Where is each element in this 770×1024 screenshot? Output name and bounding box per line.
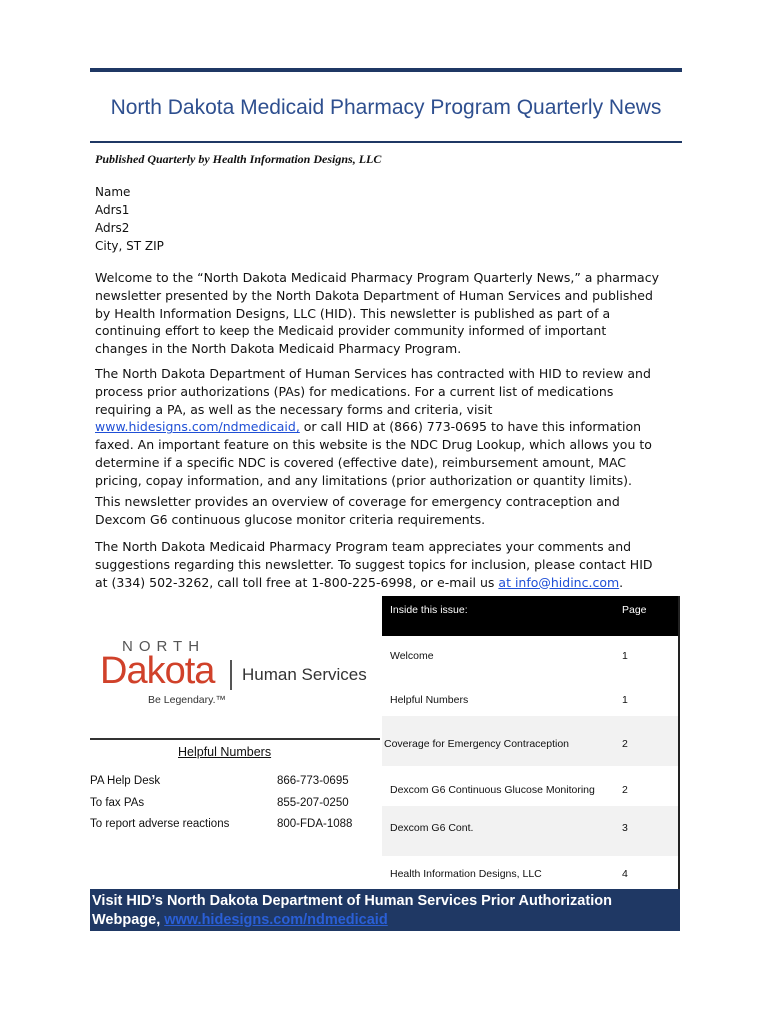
overview-paragraph: This newsletter provides an overview of coverage for emergency contraception and Dexcom G6 continuous glucose monitor criteria requirements. (95, 494, 620, 527)
toc-item-label: Coverage for Emergency Contraception (384, 738, 570, 750)
welcome-paragraph: Welcome to the “North Dakota Medicaid Pharmacy Program Quarterly News,” a pharmacy newsletter presented by the North Dakota Department of Human Services and published by Health Information Designs, LLC (HID). This newsletter is published as part of a continuing effort to keep the Medicaid provider community informed of important changes in the North Dakota Medicaid Pharmacy Program. (95, 270, 659, 357)
helpful-number-value: 866-773-0695 (277, 775, 349, 787)
banner-line-1: Visit HID’s North Dakota Department of Human Services Prior Authorization (92, 893, 612, 909)
toc-item-page: 1 (622, 650, 628, 662)
helpful-number-value: 855-207-0250 (277, 797, 349, 809)
toc-item-page: 4 (622, 868, 628, 880)
helpful-numbers-rule (90, 738, 380, 740)
helpful-number-label: PA Help Desk (90, 775, 161, 787)
feedback-paragraph (95, 538, 660, 591)
address-name: Name (95, 185, 131, 199)
helpful-numbers-title: Helpful Numbers (178, 745, 272, 759)
prior-authorization-banner (90, 889, 680, 931)
address-city: City, ST ZIP (95, 239, 164, 253)
logo-human-services: Human Services (242, 665, 367, 684)
logo-north: NORTH (122, 638, 206, 655)
helpful-number-label: To fax PAs (90, 797, 145, 809)
helpful-number-row (90, 775, 370, 787)
title-rule (90, 141, 682, 143)
banner-text (92, 892, 612, 930)
helpful-number-value: 800-FDA-1088 (277, 818, 353, 830)
feedback-text-2: . (619, 574, 624, 590)
logo-dakota: Dakota (100, 650, 215, 692)
toc-item-page: 1 (622, 694, 628, 706)
toc-item-page: 3 (622, 822, 628, 834)
email-link[interactable]: at info@hidinc.com (498, 574, 620, 590)
feedback-text-1: The North Dakota Medicaid Pharmacy Program team appreciates your comments and suggestions regarding this newsletter. To suggest topics for inclusion, please contact HID at (334) 502-3262, call toll free at 1-800-225-6998, or e-mail us (95, 539, 653, 590)
banner-link[interactable]: www.hidesigns.com/ndmedicaid (164, 912, 388, 928)
hidesigns-link[interactable]: www.hidesigns.com/ndmedicaid, (95, 419, 300, 435)
toc-header-label: Inside this issue: (390, 604, 468, 616)
contract-paragraph (95, 365, 660, 490)
toc-item-label: Helpful Numbers (390, 694, 469, 706)
toc-item (382, 766, 678, 806)
address-line-2: Adrs2 (95, 221, 130, 235)
toc-item-label: Dexcom G6 Cont. (390, 822, 474, 834)
toc-header (382, 596, 678, 636)
helpful-number-row (90, 818, 370, 830)
helpful-number-row (90, 797, 370, 809)
banner-line-2-prefix: Webpage, (92, 912, 165, 928)
toc-item (382, 716, 678, 766)
address-line-1: Adrs1 (95, 203, 130, 217)
newsletter-title: North Dakota Medicaid Pharmacy Program Quarterly News (110, 96, 662, 119)
top-rule (90, 68, 682, 72)
logo-tagline: Be Legendary.™ (148, 694, 227, 706)
toc-item-page: 2 (622, 738, 628, 750)
contract-text-2: or call HID at (866) 773-0695 to have this information faxed. An important feature on this website is the NDC Drug Lookup, which allows you to determine if a specific NDC is covered (effective date), reimbursement amount, MAC pricing, copay information, and any limitations (prior authorization or quantity limits). (95, 419, 652, 488)
toc-item-label: Dexcom G6 Continuous Glucose Monitoring (390, 784, 595, 796)
banner-line-2 (92, 911, 612, 930)
toc-item (382, 806, 678, 856)
contract-text-1: The North Dakota Department of Human Services has contracted with HID to review and process prior authorizations (PAs) for medications. For a current list of medications requiring a PA, as well as the necessary forms and criteria, visit (95, 366, 651, 417)
toc-border (678, 596, 680, 892)
toc-item-page: 2 (622, 784, 628, 796)
address-block (95, 183, 164, 255)
toc-item-label: Welcome (390, 650, 434, 662)
helpful-number-label: To report adverse reactions (90, 818, 230, 830)
inside-this-issue-table (382, 596, 682, 892)
toc-item (382, 636, 678, 681)
logo-divider (230, 660, 232, 690)
toc-item (382, 681, 678, 716)
toc-header-page: Page (622, 604, 647, 616)
toc-item-label: Health Information Designs, LLC (390, 868, 542, 880)
newsletter-subtitle: Published Quarterly by Health Information Designs, LLC (95, 152, 382, 166)
toc-item (382, 856, 678, 892)
nd-human-services-logo (100, 638, 370, 713)
